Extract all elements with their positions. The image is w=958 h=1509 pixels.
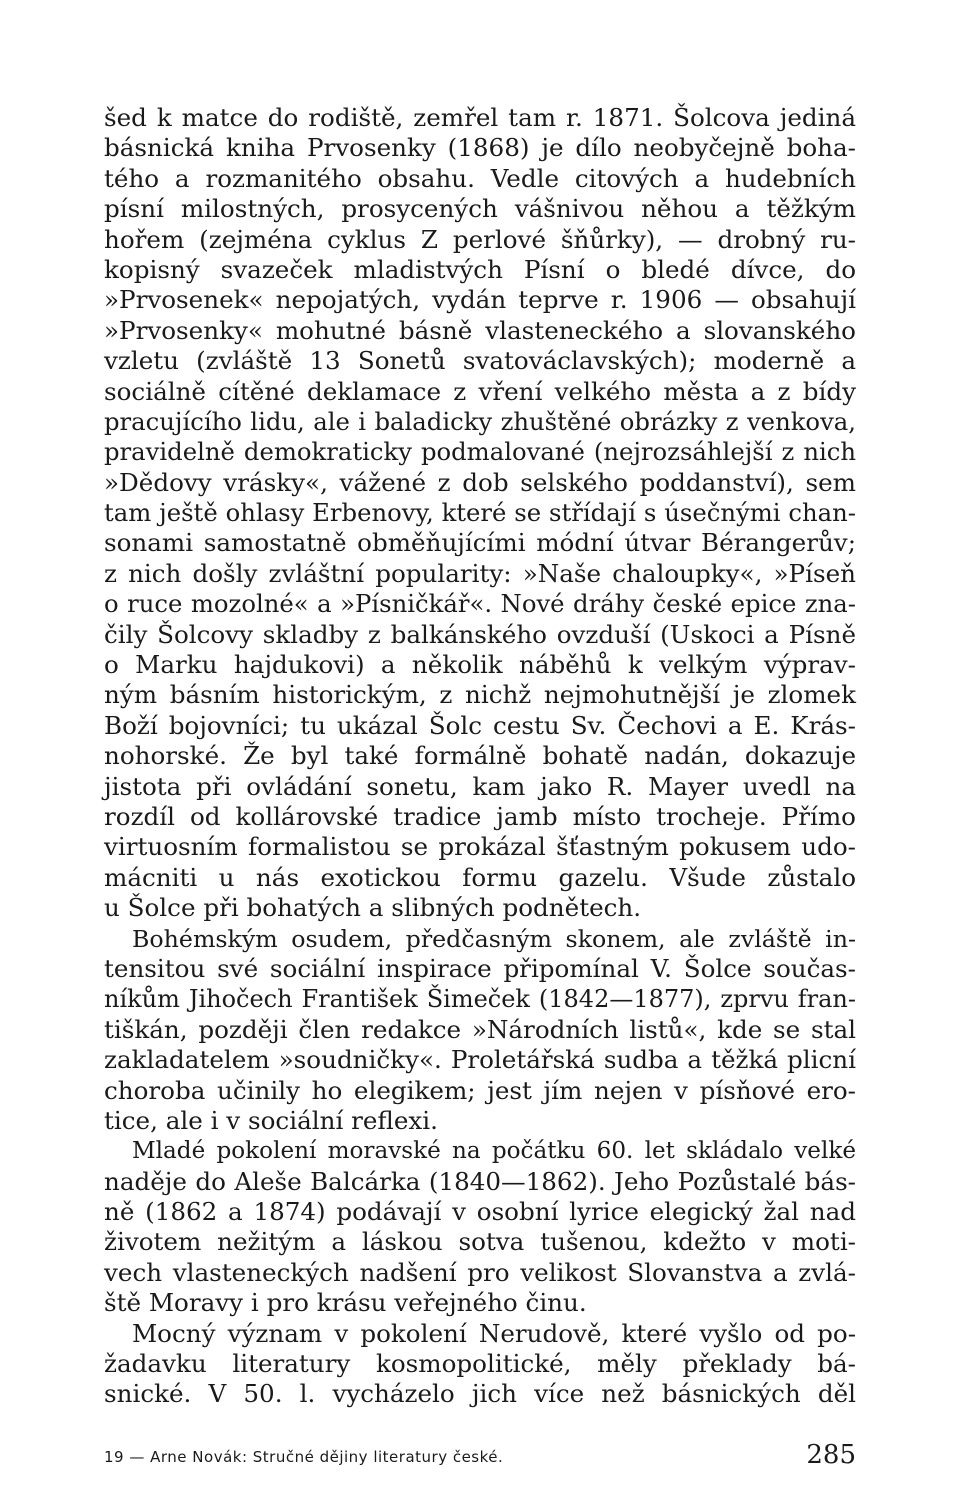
text-line: ným básním historickým, z nichž nejmohutnější je zlomek (104, 680, 856, 710)
text-line: pravidelně demokraticky podmalované (nejrozsáhlejší z nich (104, 437, 856, 467)
body-text (104, 103, 856, 1410)
text-line: kopisný svazeček mladistvých Písní o bledé dívce, do (104, 254, 856, 284)
text-line: Boží bojovníci; tu ukázal Šolc cestu Sv. Čechovi a E. Krás- (104, 710, 856, 740)
text-line: níkům Jihočech František Šimeček (1842—1877), zprvu fran- (104, 985, 856, 1014)
text-line: tiškán, později člen redakce »Národních listů«, kde se stal (104, 1014, 856, 1044)
text-line: vech vlasteneckých nadšení pro velikost Slovanstva a zvlá- (104, 1257, 856, 1287)
text-line: básnická kniha Prvosenky (1868) je dílo neobyčejně boha- (104, 133, 856, 163)
text-line: mácniti u nás exotickou formu gazelu. Všude zůstalo (104, 862, 856, 892)
text-line: pracujícího lidu, ale i baladicky zhuštěné obrázky z venkova, (104, 406, 856, 436)
text-line: o Marku hajdukovi) a několik náběhů k velkým výprav- (104, 650, 856, 680)
text-line: písní milostných, prosycených vášnivou něhou a těžkým (104, 194, 856, 224)
text-line: tice, ale i v sociální reflexi. (104, 1105, 438, 1135)
text-line: čily Šolcovy skladby z balkánského ovzduší (Uskoci a Písně (104, 619, 856, 649)
text-line: »Prvosenky« mohutné básně vlasteneckého a slovanského (104, 315, 856, 345)
text-line: šed k matce do rodiště, zemřel tam r. 1871. Šolcova jediná (104, 103, 856, 132)
footer-signature: 19 — Arne Novák: Stručné dějiny literatury české. (104, 1448, 504, 1466)
text-line: tam ještě ohlasy Erbenovy, které se střídají s úsečnými chan- (104, 498, 856, 528)
text-line: Bohémským osudem, předčasným skonem, ale zvláště in- (132, 924, 856, 953)
page-footer (104, 1440, 856, 1470)
text-line: naděje do Aleše Balcárka (1840—1862). Jeho Pozůstalé bás- (104, 1166, 856, 1196)
text-line: tensitou své sociální inspirace připomínal V. Šolce součas- (104, 953, 856, 983)
text-line: z nich došly zvláštní popularity: »Naše chaloupky«, »Píseň (104, 558, 856, 588)
text-line: zakladatelem »soudničky«. Proletářská sudba a těžká plicní (104, 1045, 856, 1075)
text-line: »Dědovy vrásky«, vážené z dob selského poddanství), sem (104, 467, 856, 497)
text-line: ště Moravy i pro krásu veřejného činu. (104, 1288, 587, 1318)
text-line: snické. V 50. l. vycházelo jich více než básnických děl (104, 1379, 856, 1409)
text-line: Mocný význam v pokolení Nerudově, které vyšlo od po- (132, 1318, 856, 1348)
text-line: o ruce mozolné« a »Písničkář«. Nové dráhy české epice zna- (104, 589, 856, 619)
text-line: »Prvosenek« nepojatých, vydán teprve r. 1906 — obsahují (104, 285, 856, 315)
text-line: jistota při ovládání sonetu, kam jako R. Mayer uvedl na (104, 771, 856, 801)
text-line: ně (1862 a 1874) podávají v osobní lyrice elegický žal nad (104, 1197, 856, 1227)
text-line: tého a rozmanitého obsahu. Vedle citových a hudebních (104, 163, 856, 193)
text-line: choroba učinily ho elegikem; jest jím nejen v písňové ero- (104, 1075, 856, 1105)
text-line: sociálně cítěné deklamace z vření velkého města a z bídy (104, 376, 856, 406)
text-line: životem nežitým a láskou sotva tušenou, kdežto v moti- (104, 1227, 856, 1257)
text-line: žadavku literatury kosmopolitické, měly překlady bá- (104, 1349, 856, 1379)
page-number: 285 (806, 1440, 856, 1470)
text-line: hořem (zejména cyklus Z perlové šňůrky), — drobný ru- (104, 224, 856, 254)
text-line: vzletu (zvláště 13 Sonetů svatováclavských); moderně a (104, 346, 856, 376)
text-line: Mladé pokolení moravské na počátku 60. let skládalo velké (132, 1138, 856, 1165)
text-line: sonami samostatně obměňujícími módní útvar Bérangerův; (104, 528, 856, 558)
text-line: rozdíl od kollárovské tradice jamb místo trocheje. Přímo (104, 801, 856, 831)
text-line: u Šolce při bohatých a slibných podnětech. (104, 893, 642, 923)
text-line: nohorské. Že byl také formálně bohatě nadán, dokazuje (104, 741, 856, 771)
text-line: virtuosním formalistou se prokázal šťastným pokusem udo- (104, 832, 856, 862)
